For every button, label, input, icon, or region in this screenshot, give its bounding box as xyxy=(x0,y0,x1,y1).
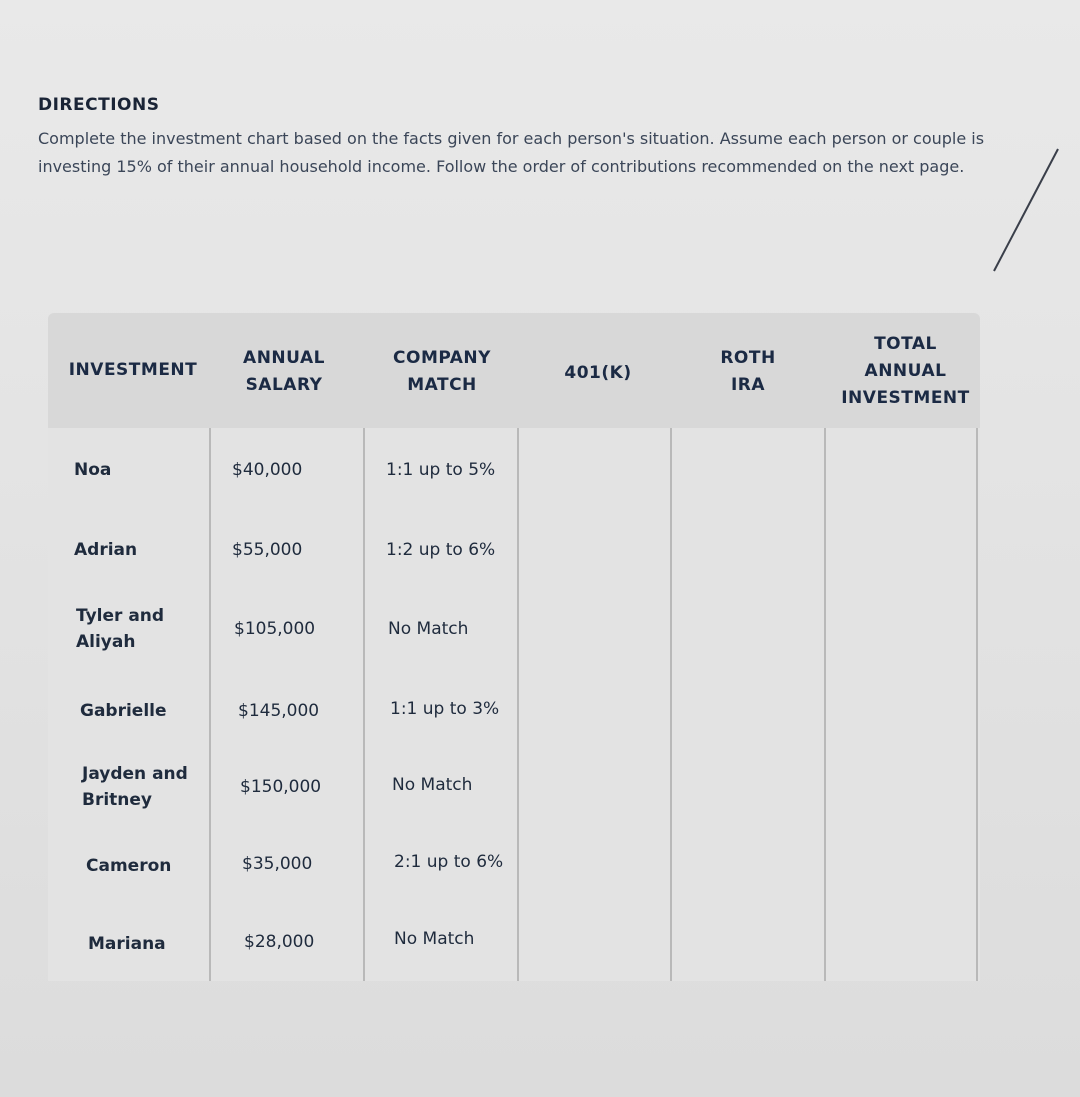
table-row-name-line2: Britney xyxy=(82,790,153,810)
header-annual-salary-line2: SALARY xyxy=(245,375,323,395)
header-total-line3: INVESTMENT xyxy=(841,388,970,408)
table-row-salary: $145,000 xyxy=(238,701,320,721)
directions-section xyxy=(38,95,998,181)
table-row-match: No Match xyxy=(388,619,469,639)
column-divider xyxy=(363,428,365,981)
table-row-salary: $105,000 xyxy=(234,619,316,639)
header-total-annual-investment xyxy=(818,331,993,412)
header-roth-ira-line1: ROTH xyxy=(720,348,776,368)
table-row-salary: $28,000 xyxy=(244,932,315,952)
header-annual-salary xyxy=(218,345,350,399)
column-divider xyxy=(824,428,826,981)
table-row-name: Mariana xyxy=(88,934,166,954)
header-roth-ira xyxy=(688,345,808,399)
table-row-name-line1: Tyler and xyxy=(76,606,165,626)
table-row-match: No Match xyxy=(392,775,473,795)
table-row-name: Gabrielle xyxy=(80,701,167,721)
directions-text: Complete the investment chart based on the facts given for each person's situation. Assume each person or couple is investing 15% of their annual household income. Follow the order of contributions recommended on the next page. xyxy=(38,129,985,176)
directions-title: DIRECTIONS xyxy=(38,95,160,115)
column-divider xyxy=(209,428,211,981)
table-row-name xyxy=(76,603,164,655)
table-row-salary: $35,000 xyxy=(242,854,313,874)
header-401k: 401(K) xyxy=(564,363,632,383)
header-investment: INVESTMENT xyxy=(68,360,198,380)
table-row-salary: $55,000 xyxy=(232,540,303,560)
table-row-salary: $150,000 xyxy=(240,777,322,797)
table-body xyxy=(48,428,980,981)
column-divider xyxy=(976,428,978,981)
column-divider xyxy=(670,428,672,981)
header-annual-salary-line1: ANNUAL xyxy=(243,348,325,368)
header-company-match-line1: COMPANY xyxy=(393,348,491,368)
table-row-salary: $40,000 xyxy=(232,460,303,480)
header-total-line2: ANNUAL xyxy=(864,361,947,381)
investment-table xyxy=(48,313,980,981)
table-row-name xyxy=(82,761,188,813)
table-row-name-line1: Jayden and xyxy=(82,764,188,784)
header-total-line1: TOTAL xyxy=(874,334,937,354)
column-divider xyxy=(517,428,519,981)
table-row-name-line2: Aliyah xyxy=(76,632,136,652)
table-row-match: 1:2 up to 6% xyxy=(386,540,496,560)
header-company-match xyxy=(366,345,518,399)
table-row-match: 2:1 up to 6% xyxy=(394,852,504,872)
table-row-match: No Match xyxy=(394,929,475,949)
header-roth-ira-line2: IRA xyxy=(730,375,766,395)
pen-slash-mark xyxy=(990,145,1060,275)
table-row-match: 1:1 up to 3% xyxy=(390,699,500,719)
table-row-name: Cameron xyxy=(86,856,172,876)
table-row-name: Noa xyxy=(74,460,112,480)
header-company-match-line2: MATCH xyxy=(407,375,477,395)
table-header xyxy=(48,313,980,428)
table-row-name: Adrian xyxy=(74,540,138,560)
table-row-match: 1:1 up to 5% xyxy=(386,460,496,480)
